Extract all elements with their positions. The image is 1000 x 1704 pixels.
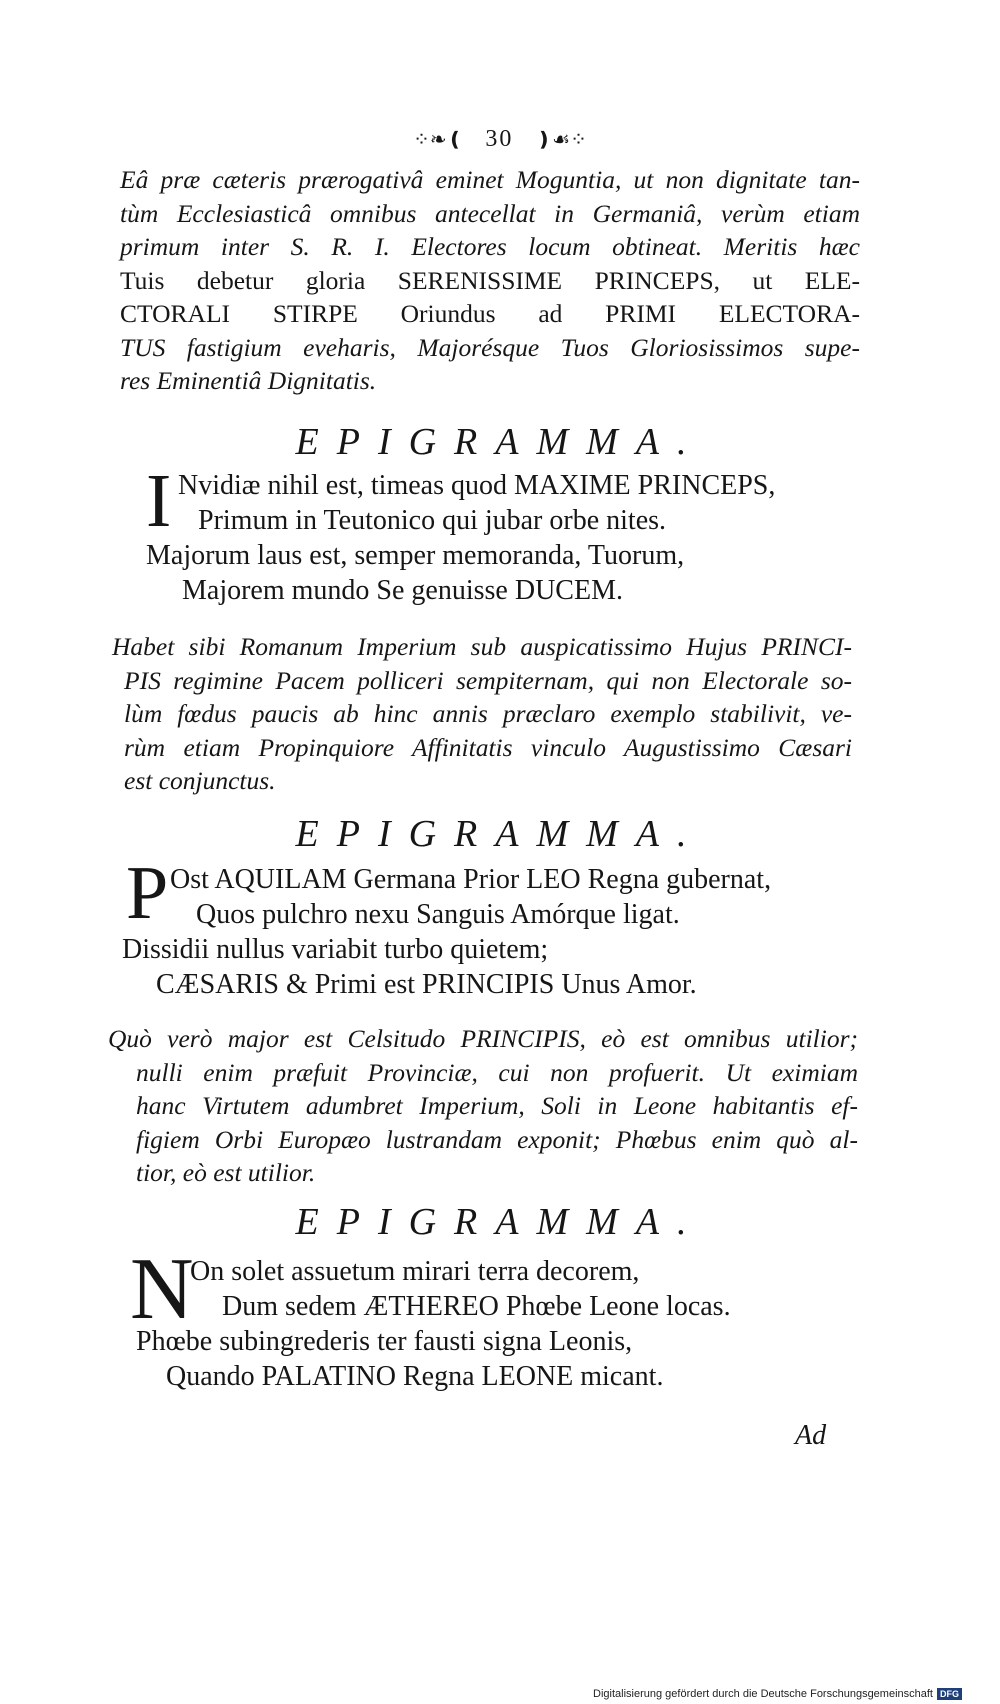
epigram-heading: EPIGRAMMA. bbox=[295, 1201, 705, 1243]
prose-line: nulli enim præfuit Provinciæ, cui non profuerit. Ut eximiam bbox=[136, 1057, 858, 1087]
page-number: 30 bbox=[485, 126, 514, 152]
verse-line: CÆSARIS & Primi est PRINCIPIS Unus Amor. bbox=[156, 969, 697, 1000]
verse-line: On solet assuetum mirari terra decorem, bbox=[190, 1256, 640, 1287]
prose-block-1 bbox=[120, 163, 860, 398]
dfg-logo-icon: DFG bbox=[937, 1688, 962, 1700]
epigram-verse-3 bbox=[136, 1254, 731, 1394]
prose-line: tùm Ecclesiasticâ omnibus antecellat in Germaniâ, verùm etiam bbox=[120, 198, 860, 228]
verse-line: Quando PALATINO Regna LEONE micant. bbox=[166, 1361, 664, 1392]
epigram-verse-1 bbox=[146, 468, 776, 608]
prose-line: Habet sibi Romanum Imperium sub auspicatissimo Hujus PRINCI- bbox=[112, 632, 852, 661]
verse-line: Majorem mundo Se genuisse DUCEM. bbox=[182, 575, 623, 606]
epigram-verse-2 bbox=[122, 862, 772, 1002]
prose-line: tior, eò est utilior. bbox=[136, 1158, 316, 1187]
prose-line: hanc Virtutem adumbret Imperium, Soli in Leone habitantis ef- bbox=[136, 1091, 858, 1120]
ornament-right-icon: ❫☙⁘ bbox=[535, 129, 587, 151]
verse-line: Nvidiæ nihil est, timeas quod MAXIME PRINCEPS, bbox=[178, 470, 776, 501]
prose-block-2 bbox=[112, 630, 852, 798]
prose-line: figiem Orbi Europæo lustrandam exponit; Phœbus enim quò al- bbox=[136, 1124, 858, 1154]
verse-line: Dum sedem ÆTHEREO Phœbe Leone locas. bbox=[222, 1291, 731, 1322]
digitization-credit bbox=[593, 1688, 962, 1700]
prose-block-3 bbox=[108, 1022, 858, 1190]
page-header bbox=[0, 126, 1000, 153]
prose-line: TUS fastigium eveharis, Majorésque Tuos Gloriosissimos supe- bbox=[120, 332, 860, 362]
ornament-left-icon: ⁘❧❪ bbox=[413, 129, 464, 151]
prose-line: est conjunctus. bbox=[124, 766, 276, 795]
prose-line: Quò verò major est Celsitudo PRINCIPIS, eò est omnibus utilior; bbox=[108, 1024, 858, 1053]
verse-line: Phœbe subingrederis ter fausti signa Leonis, bbox=[136, 1326, 633, 1357]
verse-line: Primum in Teutonico qui jubar orbe nites. bbox=[198, 505, 667, 536]
prose-line: PIS regimine Pacem polliceri sempiternam, qui non Electorale so- bbox=[124, 665, 852, 695]
prose-line: lùm fœdus paucis ab hinc annis præclaro exemplo stabilivit, ve- bbox=[124, 699, 852, 728]
drop-cap-initial: N bbox=[130, 1241, 194, 1338]
verse-line: Majorum laus est, semper memoranda, Tuorum, bbox=[146, 540, 685, 571]
verse-line: Quos pulchro nexu Sanguis Amórque ligat. bbox=[196, 899, 680, 930]
epigram-heading: EPIGRAMMA. bbox=[295, 813, 705, 855]
prose-line: Eâ præ cæteris prærogativâ eminet Moguntia, ut non dignitate tan- bbox=[120, 165, 860, 194]
prose-line: CTORALI STIRPE Oriundus ad PRIMI ELECTORA- bbox=[120, 299, 860, 328]
catchword: Ad bbox=[795, 1420, 827, 1451]
prose-line: res Eminentiâ Dignitatis. bbox=[120, 366, 377, 395]
verse-line: Ost AQUILAM Germana Prior LEO Regna gubernat, bbox=[170, 864, 772, 895]
prose-line: Tuis debetur gloria SERENISSIME PRINCEPS, ut ELE- bbox=[120, 265, 860, 295]
credit-text: Digitalisierung gefördert durch die Deutsche Forschungsgemeinschaft bbox=[593, 1688, 933, 1700]
drop-cap-initial: P bbox=[126, 851, 169, 935]
drop-cap-initial: I bbox=[146, 459, 172, 543]
prose-line: rùm etiam Propinquiore Affinitatis vinculo Augustissimo Cæsari bbox=[124, 732, 852, 762]
epigram-heading: EPIGRAMMA. bbox=[295, 421, 705, 463]
prose-line: primum inter S. R. I. Electores locum obtineat. Meritis hæc bbox=[120, 232, 860, 261]
verse-line: Dissidii nullus variabit turbo quietem; bbox=[122, 934, 549, 965]
